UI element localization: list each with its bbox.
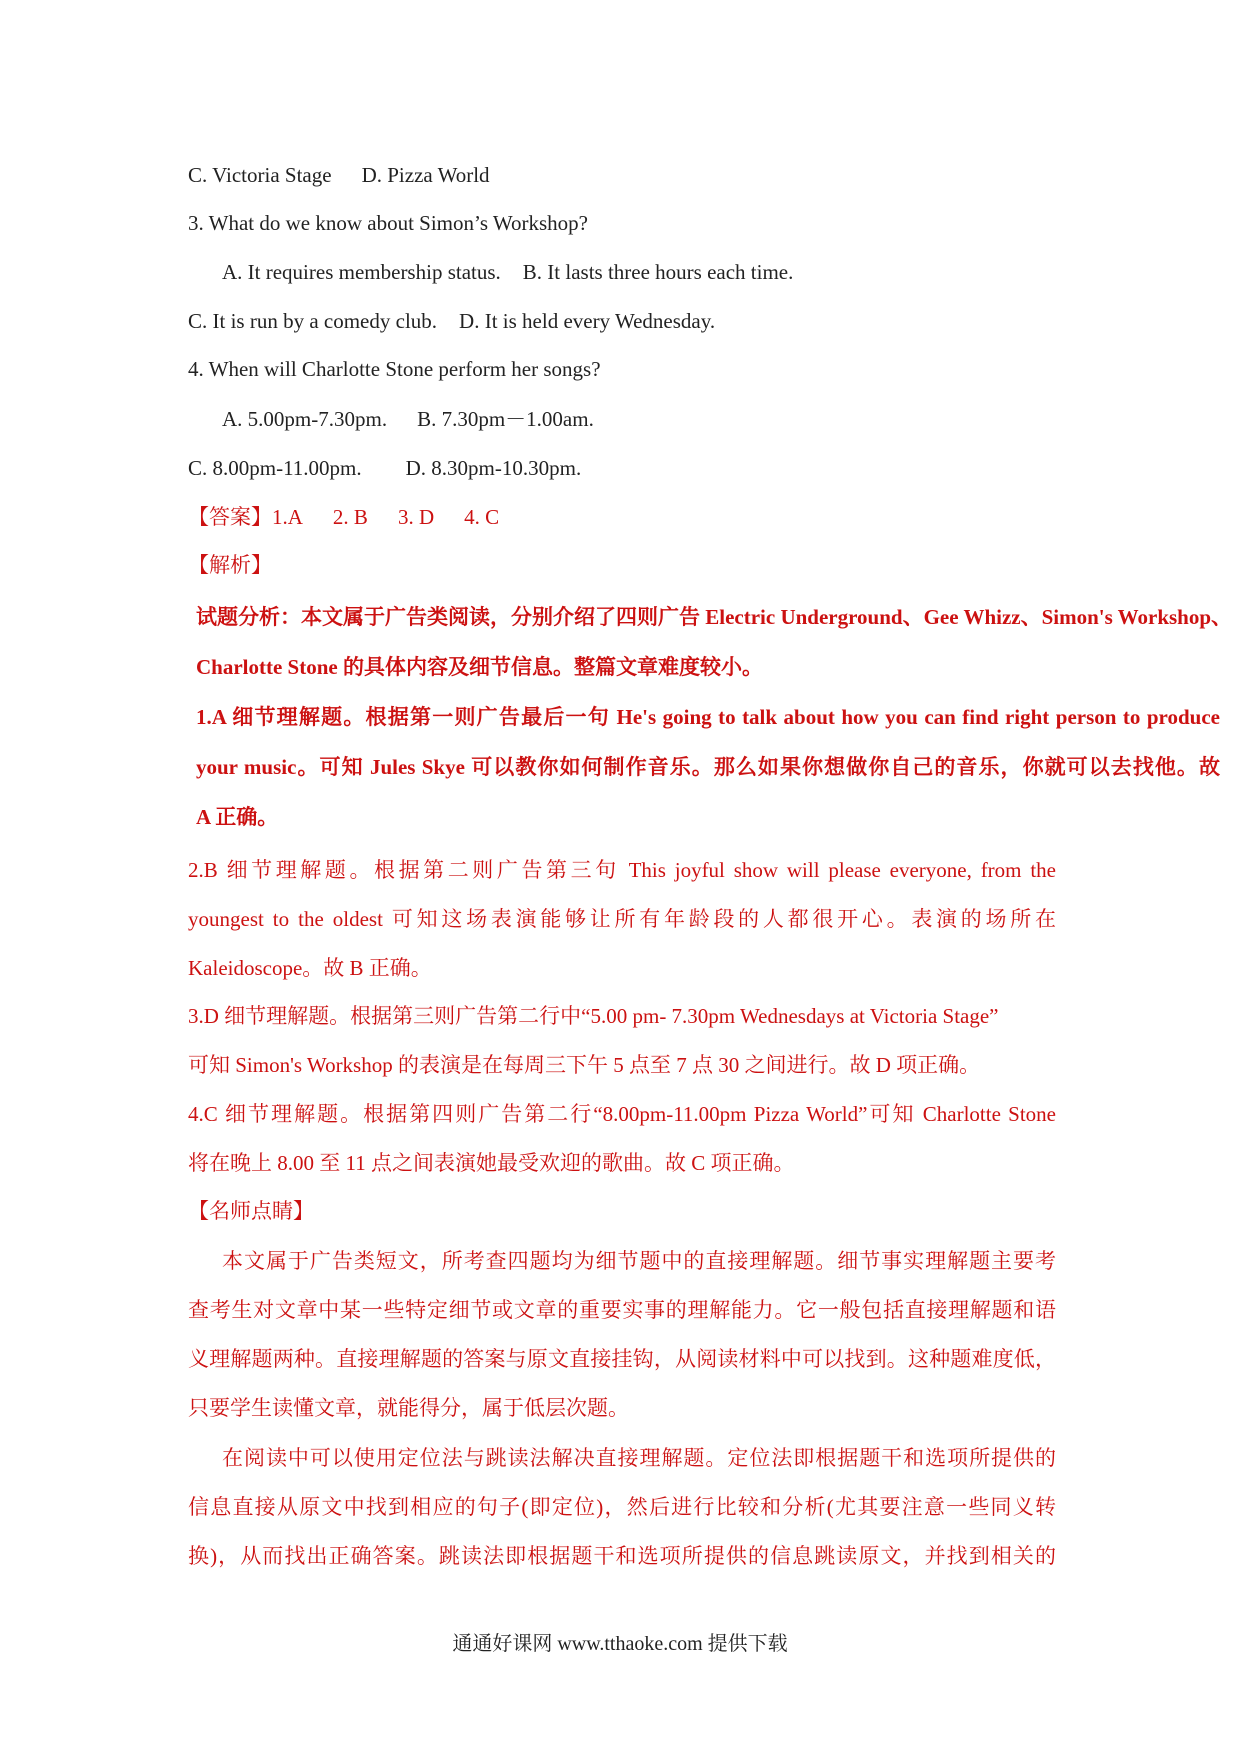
analysis-item4-line: 4.C 细节理解题。根据第四则广告第二行“8.00pm-11.00pm Pizza World”可知 Charlotte Stone xyxy=(188,1102,1056,1126)
teacher-notes-label: 【名师点睛】 xyxy=(188,1199,314,1223)
analysis-item2-line: Kaleidoscope。故 B 正确。 xyxy=(188,956,432,980)
analysis-item3-line: 可知 Simon's Workshop 的表演是在每周三下午 5 点至 7 点 30 之间进行。故 D 项正确。 xyxy=(188,1053,981,1077)
page-footer: 通通好课网 www.tthaoke.com 提供下载 xyxy=(452,1633,788,1655)
answer-label: 【答案】 xyxy=(188,505,272,529)
analysis-item1-line: 1.A 细节理解题。根据第一则广告最后一句 He's going to talk about how you can find right person to produce xyxy=(196,705,1220,729)
analysis-item2-line: youngest to the oldest 可知这场表演能够让所有年龄段的人都很开心。表演的场所在 xyxy=(188,907,1056,931)
q3-options-cd xyxy=(188,306,715,336)
analysis-item1-line: your music。可知 Jules Skye 可以教你如何制作音乐。那么如果你想做你自己的音乐，你就可以去找他。故 xyxy=(196,755,1220,779)
q3-option-b: B. It lasts three hours each time. xyxy=(522,260,794,284)
answer-item: 1.A xyxy=(272,505,303,529)
analysis-label: 【解析】 xyxy=(188,553,272,577)
analysis-intro-line: Charlotte Stone 的具体内容及细节信息。整篇文章难度较小。 xyxy=(196,655,763,679)
q2-options-cd xyxy=(188,160,490,190)
q4-options-cd xyxy=(188,453,581,483)
teacher-notes-line: 义理解题两种。直接理解题的答案与原文直接挂钩，从阅读材料中可以找到。这种题难度低， xyxy=(188,1347,1056,1371)
analysis-item4-line: 将在晚上 8.00 至 11 点之间表演她最受欢迎的歌曲。故 C 项正确。 xyxy=(188,1151,795,1175)
answer-item: 3. D xyxy=(397,505,435,529)
teacher-notes-line: 信息直接从原文中找到相应的句子(即定位)，然后进行比较和分析(尤其要注意一些同义转 xyxy=(188,1495,1056,1519)
analysis-intro-line: 试题分析：本文属于广告类阅读，分别介绍了四则广告 Electric Underground、Gee Whizz、Simon's Workshop、 xyxy=(196,605,1233,629)
q3-stem: 3. What do we know about Simon’s Workshop? xyxy=(188,211,589,235)
q2-option-d: D. Pizza World xyxy=(361,163,490,187)
q2-option-c: C. Victoria Stage xyxy=(188,163,332,187)
teacher-notes-line: 查考生对文章中某一些特定细节或文章的重要实事的理解能力。它一般包括直接理解题和语 xyxy=(188,1298,1056,1322)
q3-option-d: D. It is held every Wednesday. xyxy=(459,309,716,333)
q3-option-a: A. It requires membership status. xyxy=(222,260,501,284)
answer-item: 4. C xyxy=(464,505,500,529)
teacher-notes-line: 本文属于广告类短文，所考查四题均为细节题中的直接理解题。细节事实理解题主要考 xyxy=(222,1249,1056,1273)
teacher-notes-line: 换)，从而找出正确答案。跳读法即根据题干和选项所提供的信息跳读原文，并找到相关的 xyxy=(188,1544,1056,1568)
analysis-item3-line: 3.D 细节理解题。根据第三则广告第二行中“5.00 pm- 7.30pm Wednesdays at Victoria Stage” xyxy=(188,1004,999,1028)
q4-stem: 4. When will Charlotte Stone perform her songs? xyxy=(188,357,601,381)
teacher-notes-line: 只要学生读懂文章，就能得分，属于低层次题。 xyxy=(188,1396,629,1420)
q3-options-ab xyxy=(222,257,793,287)
answer-item: 2. B xyxy=(332,505,368,529)
teacher-notes-line: 在阅读中可以使用定位法与跳读法解决直接理解题。定位法即根据题干和选项所提供的 xyxy=(222,1446,1056,1470)
q4-options-ab xyxy=(222,404,594,434)
q4-option-d: D. 8.30pm-10.30pm. xyxy=(405,456,582,480)
q3-option-c: C. It is run by a comedy club. xyxy=(188,309,438,333)
analysis-item1-line: A 正确。 xyxy=(196,805,279,829)
q4-option-a: A. 5.00pm-7.30pm. xyxy=(222,407,388,431)
q4-option-c: C. 8.00pm-11.00pm. xyxy=(188,456,362,480)
q4-option-b: B. 7.30pm－1.00am. xyxy=(417,407,594,431)
analysis-item2-line: 2.B 细节理解题。根据第二则广告第三句 This joyful show will please everyone, from the xyxy=(188,858,1056,882)
answer-line xyxy=(188,502,499,532)
